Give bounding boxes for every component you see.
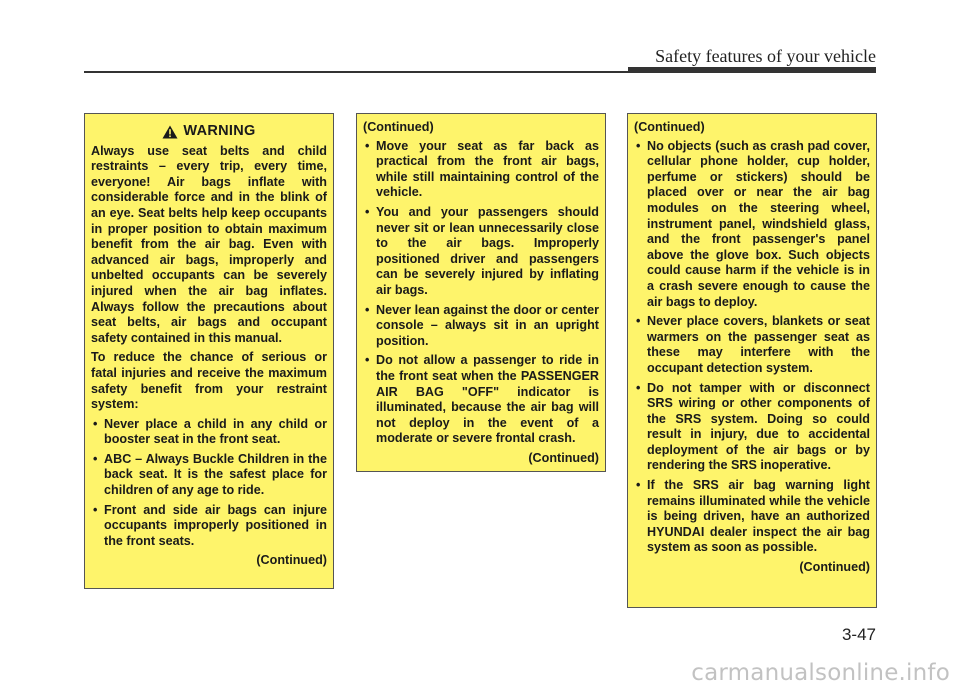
warning-bullet: • Never lean against the door or center console – always sit in an upright position. xyxy=(363,303,599,350)
continued-top-label: (Continued) xyxy=(634,120,705,134)
continued-top-label: (Continued) xyxy=(363,120,434,134)
warning-bullet: • You and your passengers should never sit or lean unnecessarily close to the air bags. Improperly positioned driver and passengers can be severely injured by inflating air bags. xyxy=(363,205,599,299)
warning-box-2 xyxy=(356,113,606,472)
warning-heading xyxy=(91,124,327,140)
warning-bullet: • Move your seat as far back as practical from the front air bags, while still maintaining control of the vehicle. xyxy=(363,139,599,201)
warning-bullet: • Do not tamper with or disconnect SRS wiring or other components of the SRS system. Doing so could result in injury, due to accidental deployment of the air bags or by rendering the SRS inoperative. xyxy=(634,381,870,475)
warning-bullet-list xyxy=(363,139,599,447)
warning-bullet: • No objects (such as crash pad cover, cellular phone holder, cup holder, perfume or stickers) should be placed over or near the air bag modules on the steering wheel, instrument panel, windshield glass, and the front passenger's panel above the glove box. Such objects could cause harm if the vehicle is in a crash severe enough to cause the air bags to deploy. xyxy=(634,139,870,311)
warning-bullet: • Never place a child in any child or booster seat in the front seat. xyxy=(91,417,327,448)
warning-bullet: • Front and side air bags can injure occupants improperly positioned in the front seats. xyxy=(91,503,327,550)
warning-label: WARNING xyxy=(183,123,256,139)
warning-bullet: • Do not allow a passenger to ride in the front seat when the PASSENGER AIR BAG "OFF" indicator is illuminated, because the air bag will not deploy in the event of a moderate or severe frontal crash. xyxy=(363,353,599,447)
warning-box-1 xyxy=(84,113,334,589)
page-header-title: Safety features of your vehicle xyxy=(655,46,876,66)
watermark: carmanualsonline.info xyxy=(691,660,950,686)
warning-bullet-list xyxy=(91,417,327,550)
warning-triangle-icon xyxy=(162,125,178,139)
warning-paragraph: Always use seat belts and child restraints – every trip, every time, everyone! Air bags inflate with considerable force and in the blink of an eye. Seat belts help keep occupants in proper position to obtain maximum benefit from the air bag. Even with advanced air bags, improperly and unbelted occupants can be severely injured when the air bag inflates. Always follow the precautions about seat belts, air bags and occupant safety contained in this manual. xyxy=(91,143,327,345)
header-rule-accent xyxy=(628,67,876,73)
page-number: 3-47 xyxy=(841,625,876,644)
warning-paragraph: To reduce the chance of serious or fatal injuries and receive the maximum safety benefit from your restraint system: xyxy=(91,350,327,412)
warning-bullet: • ABC – Always Buckle Children in the back seat. It is the safest place for children of any age to ride. xyxy=(91,452,327,499)
continued-label: (Continued) xyxy=(528,450,599,465)
warning-bullet: • Never place covers, blankets or seat warmers on the passenger seat as these may interfere with the occupant detection system. xyxy=(634,314,870,376)
warning-box-3 xyxy=(627,113,877,608)
continued-label: (Continued) xyxy=(256,553,327,568)
continued-label: (Continued) xyxy=(799,560,870,575)
warning-bullet: • If the SRS air bag warning light remains illuminated while the vehicle is being driven, have an authorized HYUNDAI dealer inspect the air bag system as soon as possible. xyxy=(634,478,870,556)
warning-bullet-list xyxy=(634,139,870,556)
